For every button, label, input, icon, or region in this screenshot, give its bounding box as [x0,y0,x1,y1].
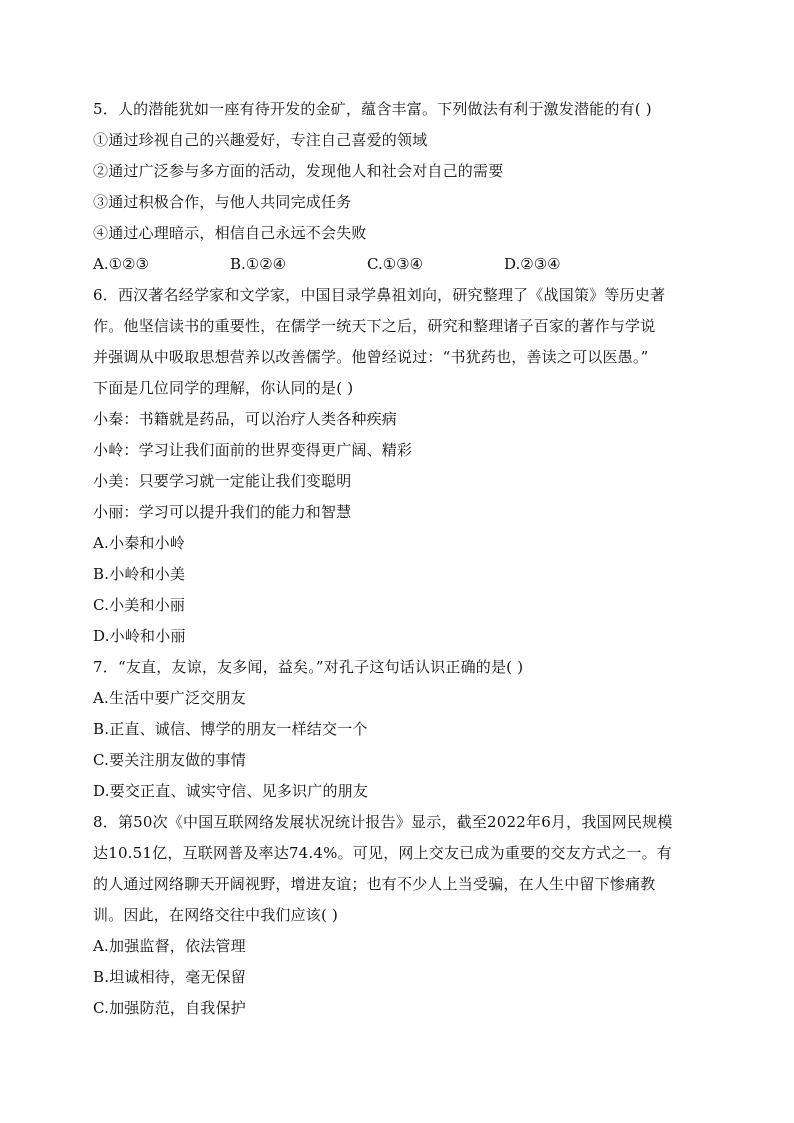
question-6-stem-line: 并强调从中吸取思想营养以改善儒学。他曾经说过：“书犹药也，善读之可以医愚。” [93,348,649,366]
question-6-stem-line: 下面是几位同学的理解，你认同的是( ) [93,379,354,397]
question-6-item: 小美：只要学习就一定能让我们变聪明 [93,472,352,490]
question-5 [93,94,708,280]
question-6-item: 小丽：学习可以提升我们的能力和智慧 [93,503,352,521]
question-6-stem-line: 作。他坚信读书的重要性，在儒学一统天下之后，研究和整理诸子百家的著作与学说 [93,317,656,335]
question-5-option-c[interactable]: C.①③④ [367,255,424,273]
question-6-item: 小岭：学习让我们面前的世界变得更广阔、精彩 [93,441,413,459]
question-5-stem: 5．人的潜能犹如一座有待开发的金矿，蕴含丰富。下列做法有利于激发潜能的有( ) [93,100,652,118]
question-6-option-d[interactable]: D.小岭和小丽 [93,627,186,645]
question-8-stem-line: 达10.51亿，互联网普及率达74.4%。可见，网上交友已成为重要的交友方式之一。有 [93,844,672,862]
question-8-option-c[interactable]: C.加强防范，自我保护 [93,999,246,1017]
question-8-stem-line: 的人通过网络聊天开阔视野，增进友谊；也有不少人上当受骗，在人生中留下惨痛教 [93,875,656,893]
question-7-stem: 7．“友直，友谅，友多闻，益矣。”对孔子这句话认识正确的是( ) [93,658,524,676]
question-7-option-c[interactable]: C.要关注朋友做的事情 [93,751,246,769]
question-6-stem-line: 6．西汉著名经学家和文学家，中国目录学鼻祖刘向，研究整理了《战国策》等历史著 [93,286,666,304]
question-6-item: 小秦：书籍就是药品，可以治疗人类各种疾病 [93,410,398,428]
question-8 [93,807,708,1024]
question-5-options [93,249,708,280]
question-5-item: ④通过心理暗示，相信自己永远不会失败 [93,224,367,242]
question-5-option-d[interactable]: D.②③④ [504,255,561,273]
question-7 [93,652,708,807]
question-7-option-b[interactable]: B.正直、诚信、博学的朋友一样结交一个 [93,720,368,738]
question-6-option-c[interactable]: C.小美和小丽 [93,596,186,614]
question-7-option-a[interactable]: A.生活中要广泛交朋友 [93,689,246,707]
question-6 [93,280,708,652]
question-8-stem-line: 训。因此，在网络交往中我们应该( ) [93,906,339,924]
question-6-option-a[interactable]: A.小秦和小岭 [93,534,186,552]
question-5-option-b[interactable]: B.①②④ [230,255,287,273]
question-8-stem-line: 8．第50次《中国互联网络发展状况统计报告》显示，截至2022年6月，我国网民规模 [93,813,673,831]
question-6-option-b[interactable]: B.小岭和小美 [93,565,186,583]
question-5-item: ②通过广泛参与多方面的活动，发现他人和社会对自己的需要 [93,162,504,180]
question-7-option-d[interactable]: D.要交正直、诚实守信、见多识广的朋友 [93,782,369,800]
exam-page [93,94,708,1024]
question-8-option-b[interactable]: B.坦诚相待，毫无保留 [93,968,246,986]
question-5-option-a[interactable]: A.①②③ [93,255,149,273]
question-5-item: ①通过珍视自己的兴趣爱好，专注自己喜爱的领域 [93,131,428,149]
question-5-item: ③通过积极合作，与他人共同完成任务 [93,193,352,211]
question-8-option-a[interactable]: A.加强监督，依法管理 [93,937,246,955]
